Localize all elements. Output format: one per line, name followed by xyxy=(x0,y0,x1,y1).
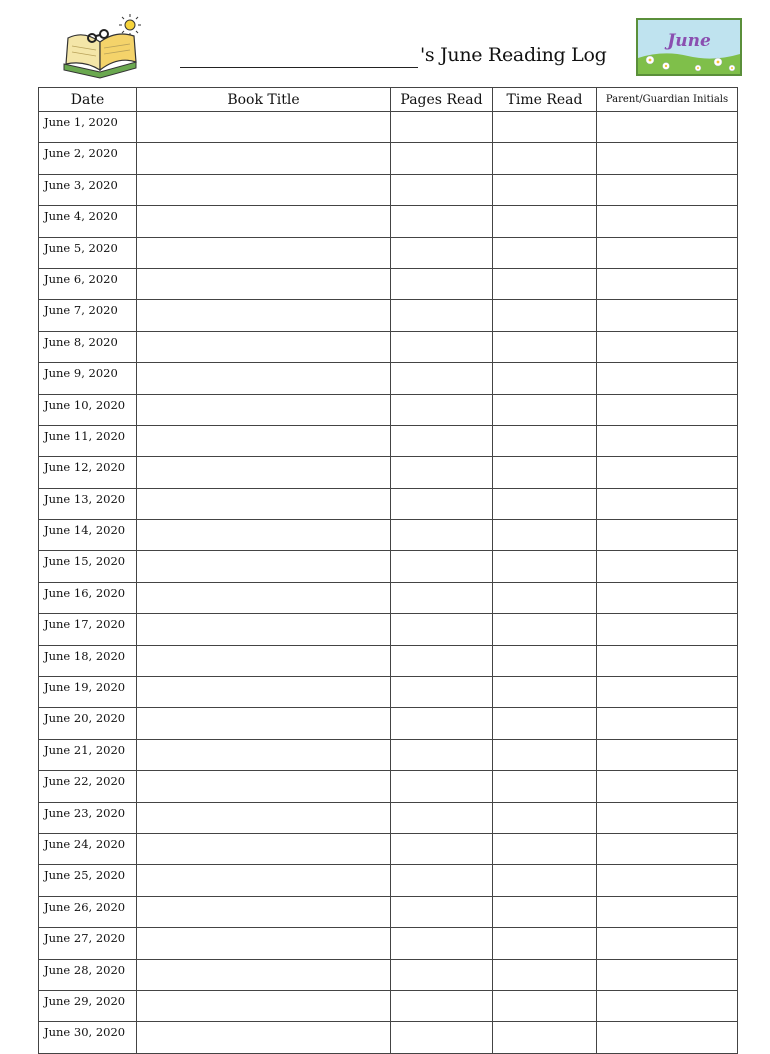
table-row xyxy=(39,990,738,1021)
table-row xyxy=(39,488,738,519)
date-cell: June 9, 2020 xyxy=(39,363,137,394)
time-read-cell[interactable] xyxy=(493,174,597,205)
initials-cell[interactable] xyxy=(597,520,738,551)
initials-cell[interactable] xyxy=(597,677,738,708)
book-title-cell[interactable] xyxy=(137,990,391,1021)
pages-read-cell[interactable] xyxy=(391,928,493,959)
time-read-cell[interactable] xyxy=(493,771,597,802)
header-row xyxy=(39,88,738,112)
time-read-cell[interactable] xyxy=(493,394,597,425)
time-read-cell[interactable] xyxy=(493,990,597,1021)
initials-cell[interactable] xyxy=(597,928,738,959)
pages-read-cell[interactable] xyxy=(391,174,493,205)
column-header-time-read: Time Read xyxy=(493,88,597,112)
pages-read-cell[interactable] xyxy=(391,833,493,864)
pages-read-cell[interactable] xyxy=(391,112,493,143)
initials-cell[interactable] xyxy=(597,206,738,237)
date-cell: June 22, 2020 xyxy=(39,771,137,802)
initials-cell[interactable] xyxy=(597,457,738,488)
pages-read-cell[interactable] xyxy=(391,582,493,613)
book-title-cell[interactable] xyxy=(137,268,391,299)
date-cell: June 26, 2020 xyxy=(39,896,137,927)
time-read-cell[interactable] xyxy=(493,331,597,362)
initials-cell[interactable] xyxy=(597,614,738,645)
badge-month-label: June xyxy=(667,31,711,51)
table-row xyxy=(39,300,738,331)
pages-read-cell[interactable] xyxy=(391,645,493,676)
table-row xyxy=(39,363,738,394)
table-row xyxy=(39,614,738,645)
initials-cell[interactable] xyxy=(597,802,738,833)
time-read-cell[interactable] xyxy=(493,112,597,143)
time-read-cell[interactable] xyxy=(493,143,597,174)
time-read-cell[interactable] xyxy=(493,614,597,645)
pages-read-cell[interactable] xyxy=(391,551,493,582)
table-row xyxy=(39,1022,738,1053)
date-cell: June 8, 2020 xyxy=(39,331,137,362)
date-cell: June 16, 2020 xyxy=(39,582,137,613)
book-title-cell[interactable] xyxy=(137,237,391,268)
time-read-cell[interactable] xyxy=(493,928,597,959)
table-row xyxy=(39,174,738,205)
table-row xyxy=(39,520,738,551)
time-read-cell[interactable] xyxy=(493,551,597,582)
time-read-cell[interactable] xyxy=(493,1022,597,1053)
book-title-cell[interactable] xyxy=(137,582,391,613)
initials-cell[interactable] xyxy=(597,394,738,425)
initials-cell[interactable] xyxy=(597,739,738,770)
initials-cell[interactable] xyxy=(597,582,738,613)
initials-cell[interactable] xyxy=(597,174,738,205)
table-row xyxy=(39,708,738,739)
pages-read-cell[interactable] xyxy=(391,300,493,331)
table-row xyxy=(39,928,738,959)
date-cell: June 28, 2020 xyxy=(39,959,137,990)
time-read-cell[interactable] xyxy=(493,833,597,864)
pages-read-cell[interactable] xyxy=(391,990,493,1021)
book-title-cell[interactable] xyxy=(137,677,391,708)
book-title-cell[interactable] xyxy=(137,1022,391,1053)
book-title-cell[interactable] xyxy=(137,300,391,331)
date-cell: June 21, 2020 xyxy=(39,739,137,770)
date-cell: June 23, 2020 xyxy=(39,802,137,833)
date-cell: June 17, 2020 xyxy=(39,614,137,645)
book-title-cell[interactable] xyxy=(137,771,391,802)
initials-cell[interactable] xyxy=(597,896,738,927)
pages-read-cell[interactable] xyxy=(391,865,493,896)
book-title-cell[interactable] xyxy=(137,708,391,739)
column-header-pages-read: Pages Read xyxy=(391,88,493,112)
book-title-cell[interactable] xyxy=(137,363,391,394)
book-title-cell[interactable] xyxy=(137,645,391,676)
table-row xyxy=(39,143,738,174)
time-read-cell[interactable] xyxy=(493,865,597,896)
date-cell: June 7, 2020 xyxy=(39,300,137,331)
table-row xyxy=(39,331,738,362)
initials-cell[interactable] xyxy=(597,865,738,896)
pages-read-cell[interactable] xyxy=(391,331,493,362)
date-cell: June 5, 2020 xyxy=(39,237,137,268)
reading-log-table xyxy=(38,87,738,1054)
time-read-cell[interactable] xyxy=(493,425,597,456)
initials-cell[interactable] xyxy=(597,425,738,456)
table-row xyxy=(39,959,738,990)
time-read-cell[interactable] xyxy=(493,268,597,299)
book-clipart-icon xyxy=(60,14,150,82)
table-row xyxy=(39,237,738,268)
date-cell: June 18, 2020 xyxy=(39,645,137,676)
date-cell: June 14, 2020 xyxy=(39,520,137,551)
book-title-cell[interactable] xyxy=(137,331,391,362)
book-title-cell[interactable] xyxy=(137,457,391,488)
initials-cell[interactable] xyxy=(597,551,738,582)
pages-read-cell[interactable] xyxy=(391,708,493,739)
time-read-cell[interactable] xyxy=(493,708,597,739)
date-cell: June 12, 2020 xyxy=(39,457,137,488)
pages-read-cell[interactable] xyxy=(391,677,493,708)
book-title-cell[interactable] xyxy=(137,833,391,864)
date-cell: June 2, 2020 xyxy=(39,143,137,174)
book-title-cell[interactable] xyxy=(137,928,391,959)
pages-read-cell[interactable] xyxy=(391,488,493,519)
date-cell: June 29, 2020 xyxy=(39,990,137,1021)
time-read-cell[interactable] xyxy=(493,300,597,331)
table-row xyxy=(39,802,738,833)
book-title-cell[interactable] xyxy=(137,896,391,927)
book-title-cell[interactable] xyxy=(137,739,391,770)
pages-read-cell[interactable] xyxy=(391,363,493,394)
time-read-cell[interactable] xyxy=(493,896,597,927)
table-row xyxy=(39,206,738,237)
time-read-cell[interactable] xyxy=(493,237,597,268)
date-cell: June 11, 2020 xyxy=(39,425,137,456)
date-cell: June 6, 2020 xyxy=(39,268,137,299)
pages-read-cell[interactable] xyxy=(391,771,493,802)
time-read-cell[interactable] xyxy=(493,739,597,770)
table-row xyxy=(39,112,738,143)
pages-read-cell[interactable] xyxy=(391,457,493,488)
june-badge xyxy=(636,18,742,76)
time-read-cell[interactable] xyxy=(493,645,597,676)
student-name-line[interactable] xyxy=(180,67,418,68)
initials-cell[interactable] xyxy=(597,300,738,331)
pages-read-cell[interactable] xyxy=(391,520,493,551)
initials-cell[interactable] xyxy=(597,112,738,143)
book-title-cell[interactable] xyxy=(137,959,391,990)
date-cell: June 20, 2020 xyxy=(39,708,137,739)
pages-read-cell[interactable] xyxy=(391,896,493,927)
initials-cell[interactable] xyxy=(597,331,738,362)
date-cell: June 4, 2020 xyxy=(39,206,137,237)
initials-cell[interactable] xyxy=(597,833,738,864)
book-title-cell[interactable] xyxy=(137,520,391,551)
pages-read-cell[interactable] xyxy=(391,739,493,770)
column-header-parent-initials: Parent/Guardian Initials xyxy=(597,88,738,112)
page-title: 's June Reading Log xyxy=(420,44,607,66)
pages-read-cell[interactable] xyxy=(391,1022,493,1053)
initials-cell[interactable] xyxy=(597,708,738,739)
log-body xyxy=(39,112,738,1054)
pages-read-cell[interactable] xyxy=(391,394,493,425)
initials-cell[interactable] xyxy=(597,1022,738,1053)
time-read-cell[interactable] xyxy=(493,363,597,394)
date-cell: June 1, 2020 xyxy=(39,112,137,143)
sun-icon xyxy=(119,14,141,36)
book-title-cell[interactable] xyxy=(137,112,391,143)
table-row xyxy=(39,394,738,425)
date-cell: June 24, 2020 xyxy=(39,833,137,864)
pages-read-cell[interactable] xyxy=(391,237,493,268)
pages-read-cell[interactable] xyxy=(391,425,493,456)
pages-read-cell[interactable] xyxy=(391,802,493,833)
table-row xyxy=(39,771,738,802)
initials-cell[interactable] xyxy=(597,959,738,990)
table-row xyxy=(39,457,738,488)
book-title-cell[interactable] xyxy=(137,425,391,456)
column-header-date: Date xyxy=(39,88,137,112)
table-row xyxy=(39,865,738,896)
pages-read-cell[interactable] xyxy=(391,614,493,645)
initials-cell[interactable] xyxy=(597,771,738,802)
pages-read-cell[interactable] xyxy=(391,206,493,237)
table-row xyxy=(39,582,738,613)
time-read-cell[interactable] xyxy=(493,677,597,708)
date-cell: June 27, 2020 xyxy=(39,928,137,959)
pages-read-cell[interactable] xyxy=(391,268,493,299)
book-title-cell[interactable] xyxy=(137,206,391,237)
book-title-cell[interactable] xyxy=(137,488,391,519)
initials-cell[interactable] xyxy=(597,488,738,519)
time-read-cell[interactable] xyxy=(493,802,597,833)
table-row xyxy=(39,833,738,864)
book-title-cell[interactable] xyxy=(137,802,391,833)
table-row xyxy=(39,739,738,770)
date-cell: June 3, 2020 xyxy=(39,174,137,205)
time-read-cell[interactable] xyxy=(493,457,597,488)
time-read-cell[interactable] xyxy=(493,488,597,519)
date-cell: June 30, 2020 xyxy=(39,1022,137,1053)
initials-cell[interactable] xyxy=(597,990,738,1021)
date-cell: June 15, 2020 xyxy=(39,551,137,582)
initials-cell[interactable] xyxy=(597,363,738,394)
table-row xyxy=(39,645,738,676)
book-title-cell[interactable] xyxy=(137,394,391,425)
book-title-cell[interactable] xyxy=(137,614,391,645)
book-title-cell[interactable] xyxy=(137,551,391,582)
table-row xyxy=(39,677,738,708)
table-row xyxy=(39,425,738,456)
table-row xyxy=(39,896,738,927)
initials-cell[interactable] xyxy=(597,645,738,676)
book-title-cell[interactable] xyxy=(137,174,391,205)
table-row xyxy=(39,268,738,299)
date-cell: June 10, 2020 xyxy=(39,394,137,425)
column-header-book-title: Book Title xyxy=(137,88,391,112)
initials-cell[interactable] xyxy=(597,237,738,268)
table-row xyxy=(39,551,738,582)
time-read-cell[interactable] xyxy=(493,206,597,237)
date-cell: June 13, 2020 xyxy=(39,488,137,519)
initials-cell[interactable] xyxy=(597,268,738,299)
initials-cell[interactable] xyxy=(597,143,738,174)
pages-read-cell[interactable] xyxy=(391,959,493,990)
time-read-cell[interactable] xyxy=(493,582,597,613)
time-read-cell[interactable] xyxy=(493,520,597,551)
book-title-cell[interactable] xyxy=(137,143,391,174)
pages-read-cell[interactable] xyxy=(391,143,493,174)
date-cell: June 25, 2020 xyxy=(39,865,137,896)
time-read-cell[interactable] xyxy=(493,959,597,990)
date-cell: June 19, 2020 xyxy=(39,677,137,708)
book-title-cell[interactable] xyxy=(137,865,391,896)
